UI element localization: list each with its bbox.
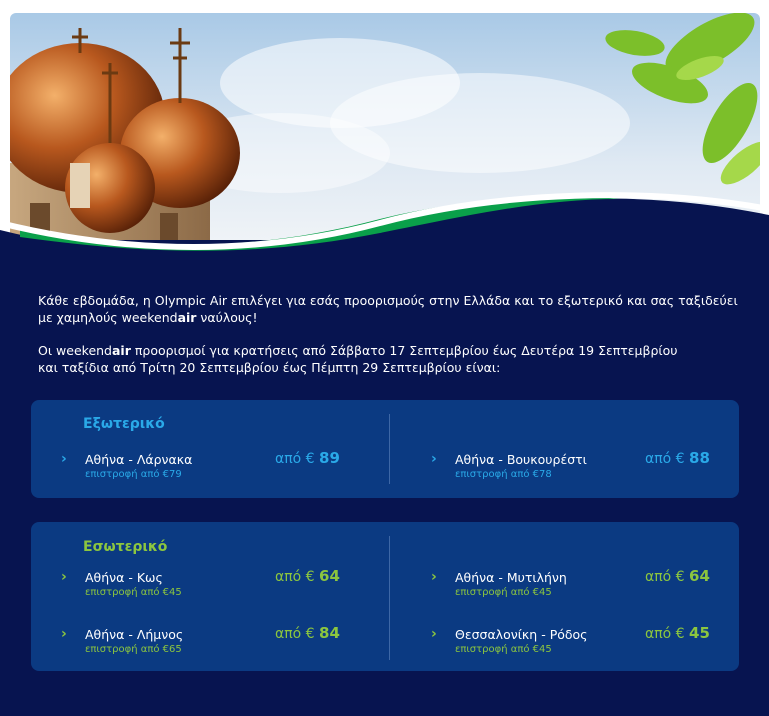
fare-price: από € 45 <box>645 624 710 642</box>
route-name[interactable]: Αθήνα - Κως <box>85 570 163 585</box>
route-athens-lemnos[interactable] <box>61 626 371 656</box>
intro-paragraph-1 <box>38 292 738 326</box>
route-athens-mytilene[interactable] <box>431 569 731 599</box>
brand-emphasis: air <box>177 310 197 325</box>
intro-paragraph-2 <box>38 342 738 376</box>
route-name[interactable]: Αθήνα - Βουκουρέστι <box>455 452 587 467</box>
chevron-right-icon: › <box>431 569 437 585</box>
intro-line: με χαμηλούς weekend <box>38 310 178 325</box>
return-fare: επιστροφή από €45 <box>455 644 552 655</box>
column-divider <box>389 536 390 660</box>
chevron-right-icon: › <box>61 569 67 585</box>
panel-title: Εσωτερικό <box>83 539 168 555</box>
route-athens-larnaca[interactable] <box>61 451 371 481</box>
panel-title: Εξωτερικό <box>83 416 165 432</box>
return-fare: επιστροφή από €45 <box>455 587 552 598</box>
route-athens-bucharest[interactable] <box>431 451 731 481</box>
intro-line: ναύλους! <box>196 310 258 325</box>
return-fare: επιστροφή από €65 <box>85 644 182 655</box>
chevron-right-icon: › <box>61 626 67 642</box>
column-divider <box>389 414 390 484</box>
green-wave-decoration <box>0 185 769 265</box>
return-fare: επιστροφή από €45 <box>85 587 182 598</box>
intro-line: Κάθε εβδομάδα, η Olympic Air επιλέγει για εσάς προορισμούς στην Ελλάδα και το εξωτερικό και σας ταξιδεύει <box>38 293 738 308</box>
abroad-destinations-panel <box>31 400 739 498</box>
route-athens-kos[interactable] <box>61 569 371 599</box>
intro-line: προορισμοί για κρατήσεις από Σάββατο 17 Σεπτεμβρίου έως Δευτέρα 19 Σεπτεμβρίου <box>130 343 678 358</box>
domestic-destinations-panel <box>31 522 739 671</box>
return-fare: επιστροφή από €79 <box>85 469 182 480</box>
route-name[interactable]: Αθήνα - Λήμνος <box>85 627 184 642</box>
intro-text <box>38 292 738 392</box>
chevron-right-icon: › <box>61 451 67 467</box>
chevron-right-icon: › <box>431 451 437 467</box>
route-name[interactable]: Αθήνα - Λάρνακα <box>85 452 193 467</box>
brand-emphasis: air <box>112 343 131 358</box>
fare-price: από € 64 <box>645 567 710 585</box>
intro-line: Οι weekend <box>38 343 112 358</box>
route-thessaloniki-rhodes[interactable] <box>431 626 731 656</box>
route-name[interactable]: Αθήνα - Μυτιλήνη <box>455 570 567 585</box>
intro-line: και ταξίδια από Τρίτη 20 Σεπτεμβρίου έως Πέμπτη 29 Σεπτεμβρίου είναι: <box>38 360 501 375</box>
fare-price: από € 84 <box>275 624 340 642</box>
fare-price: από € 88 <box>645 449 710 467</box>
fare-price: από € 89 <box>275 449 340 467</box>
fare-price: από € 64 <box>275 567 340 585</box>
chevron-right-icon: › <box>431 626 437 642</box>
route-name[interactable]: Θεσσαλονίκη - Ρόδος <box>455 627 588 642</box>
return-fare: επιστροφή από €78 <box>455 469 552 480</box>
